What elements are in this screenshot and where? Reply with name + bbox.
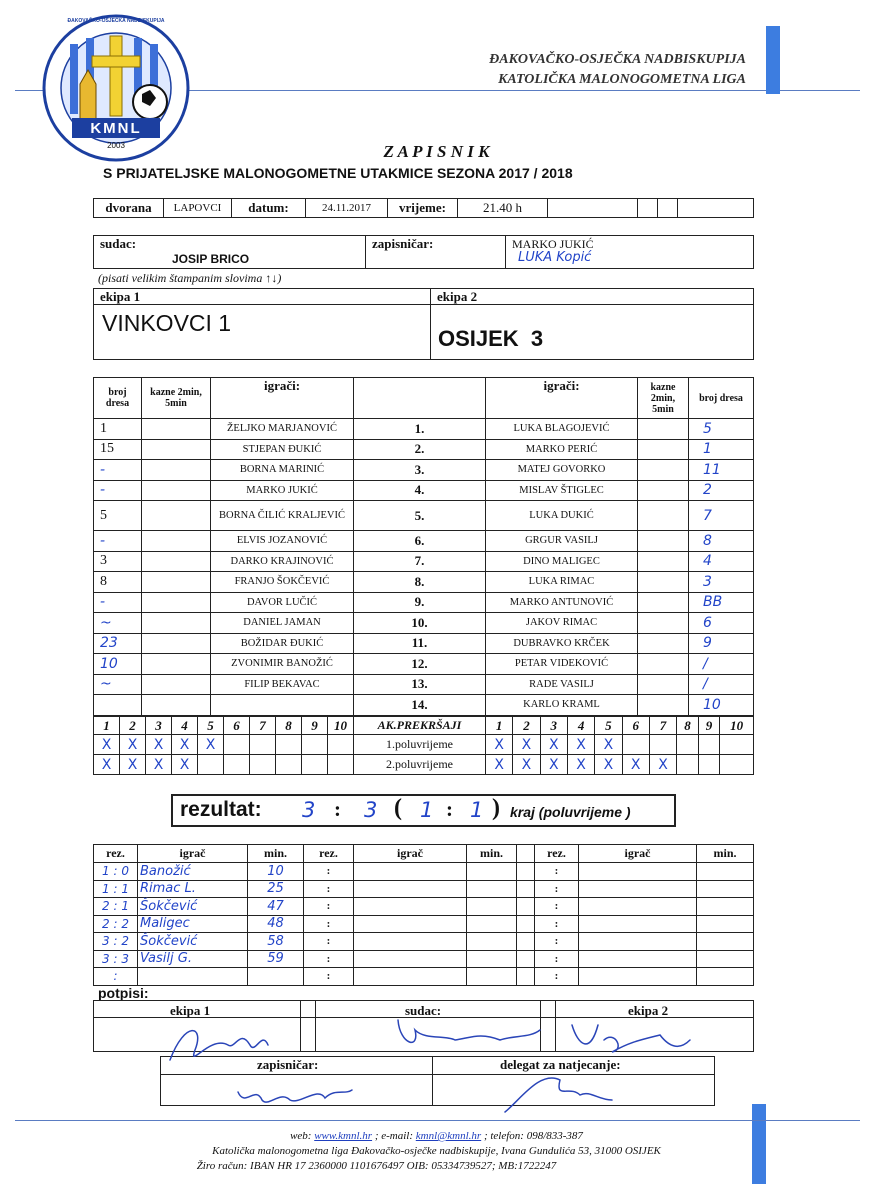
goals-min-header-1: min. — [248, 845, 304, 863]
sudac-label: sudac: — [100, 236, 137, 251]
footer-web-link[interactable]: www.kmnl.hr — [314, 1130, 373, 1142]
home-player: FILIP BEKAVAC — [211, 674, 354, 695]
home-player: STJEPAN ĐUKIĆ — [211, 439, 354, 460]
foul-number-away: 2 — [513, 717, 540, 735]
goal-scorer: Vasilj G. — [138, 950, 248, 968]
row-number: 12. — [354, 654, 486, 675]
goal-minute: 48 — [248, 915, 304, 933]
foul-mark-away: X — [649, 755, 676, 775]
home-dres: 23 — [94, 633, 142, 654]
page-title: Z A P I S N I K — [383, 142, 490, 161]
away-dres: 3 — [689, 572, 754, 593]
away-broj-header: broj dresa — [689, 378, 754, 419]
goal-score-3: : — [535, 933, 579, 951]
page-subtitle: S PRIJATELJSKE MALONOGOMETNE UTAKMICE SEZONA 2017 / 2018 — [103, 165, 573, 181]
goal-score: : — [94, 968, 138, 986]
home-dres: 10 — [94, 654, 142, 675]
goal-scorer: Rimac L. — [138, 880, 248, 898]
row-number: 13. — [354, 674, 486, 695]
home-player: FRANJO ŠOKČEVIĆ — [211, 572, 354, 593]
goals-min-header-2: min. — [467, 845, 517, 863]
logo-arc-text: ĐAKOVAČKO-OSJEČKA NADBISKUPIJA — [67, 18, 165, 24]
row-number: 14. — [354, 695, 486, 716]
sudac-value: JOSIP BRICO — [172, 252, 250, 266]
foul-number-home: 2 — [120, 717, 146, 735]
goal-scorer: Šokčević — [138, 933, 248, 951]
goal-scorer: Banožić — [138, 863, 248, 881]
home-kazne-header: kazne 2min, 5min — [142, 378, 211, 419]
sign-delegat-label: delegat za natjecanje: — [500, 1057, 621, 1072]
footer-line1 — [0, 1130, 873, 1142]
away-dres: 7 — [689, 501, 754, 531]
potpisi-label: potpisi: — [98, 985, 149, 1001]
signature-ekipa2 — [572, 1025, 690, 1052]
ekipa1-label: ekipa 1 — [100, 289, 141, 304]
home-player: ELVIS JOZANOVIĆ — [211, 531, 354, 552]
goal-score-2: : — [304, 915, 354, 933]
goal-score-2: : — [304, 898, 354, 916]
sign-zapisnicar-label: zapisničar: — [257, 1057, 319, 1072]
ekipa2-name: OSIJEK 3 — [438, 326, 544, 351]
foul-mark-home: X — [172, 735, 198, 755]
away-player: MATEJ GOVORKO — [486, 460, 638, 481]
away-dres: 1 — [689, 439, 754, 460]
result-paren-close: ) — [492, 795, 500, 821]
goals-igrac-header-2: igrač — [354, 845, 467, 863]
goal-score-2: : — [304, 933, 354, 951]
footer-bank: Žiro račun: IBAN HR 17 2360000 1101676497 OIB: 05334739527; MB:1722247 — [196, 1160, 557, 1172]
home-broj-header: broj dresa — [94, 378, 142, 419]
away-player: MARKO ANTUNOVIĆ — [486, 592, 638, 613]
home-dres: 3 — [94, 551, 142, 572]
foul-mark-away: X — [567, 755, 594, 775]
half-label: 2.poluvrijeme — [354, 755, 486, 775]
away-dres: 8 — [689, 531, 754, 552]
result-away: 3 — [364, 798, 378, 822]
away-player: MARKO PERIĆ — [486, 439, 638, 460]
goal-score-3: : — [535, 880, 579, 898]
result-ht-home: 1 — [420, 798, 434, 822]
foul-number-home: 4 — [172, 717, 198, 735]
home-dres: - — [94, 531, 142, 552]
home-dres: ~ — [94, 613, 142, 634]
goal-minute: 59 — [248, 950, 304, 968]
league-name: KATOLIČKA MALONOGOMETNA LIGA — [498, 72, 746, 87]
row-number: 2. — [354, 439, 486, 460]
vrijeme-label: vrijeme: — [388, 199, 458, 218]
home-dres: ~ — [94, 674, 142, 695]
zapisnicar-handwritten: LUKA Kopić — [518, 250, 592, 265]
foul-mark-away: X — [540, 755, 567, 775]
foul-number-away: 7 — [649, 717, 676, 735]
foul-mark-away: X — [513, 735, 540, 755]
home-player: ZVONIMIR BANOŽIĆ — [211, 654, 354, 675]
goal-score-3: : — [535, 915, 579, 933]
goal-score: 2 : 2 — [94, 915, 138, 933]
foul-mark-home: X — [94, 755, 120, 775]
dvorana-label: dvorana — [94, 199, 164, 218]
foul-number-home: 5 — [198, 717, 224, 735]
row-number: 3. — [354, 460, 486, 481]
away-dres: 10 — [689, 695, 754, 716]
ekipa2-label: ekipa 2 — [437, 289, 478, 304]
away-dres: 5 — [689, 419, 754, 440]
row-number: 7. — [354, 551, 486, 572]
home-dres: - — [94, 460, 142, 481]
foul-mark-home: X — [94, 735, 120, 755]
result-ht-sep: : — [446, 797, 453, 821]
logo-year: 2003 — [107, 141, 125, 150]
home-player: ŽELJKO MARJANOVIĆ — [211, 419, 354, 440]
goal-scorer: Maligec — [138, 915, 248, 933]
signature-delegat — [505, 1078, 612, 1112]
row-number: 4. — [354, 480, 486, 501]
org-name: ĐAKOVAČKO-OSJEČKA NADBISKUPIJA — [489, 52, 746, 67]
datum-value: 24.11.2017 — [306, 199, 388, 218]
home-dres: 1 — [94, 419, 142, 440]
zapisnicar-label: zapisničar: — [372, 236, 434, 251]
goal-score-2: : — [304, 863, 354, 881]
ekipa1-name: VINKOVCI 1 — [102, 310, 232, 336]
away-dres: 4 — [689, 551, 754, 572]
result-sep: : — [334, 797, 341, 821]
away-dres: BB — [689, 592, 754, 613]
result-home: 3 — [302, 798, 316, 822]
signature-zapisnicar — [238, 1090, 352, 1102]
home-dres: - — [94, 480, 142, 501]
foul-mark-home: X — [146, 735, 172, 755]
goal-score-2: : — [304, 950, 354, 968]
fouls-label: AK.PREKRŠAJI — [354, 717, 486, 735]
home-player: DARKO KRAJINOVIĆ — [211, 551, 354, 572]
foul-number-home: 10 — [328, 717, 354, 735]
away-player: LUKA BLAGOJEVIĆ — [486, 419, 638, 440]
result-ht-away: 1 — [470, 798, 484, 822]
foul-number-away: 8 — [677, 717, 699, 735]
foul-mark-home: X — [120, 735, 146, 755]
foul-number-away: 5 — [595, 717, 622, 735]
home-player: MARKO JUKIĆ — [211, 480, 354, 501]
footer-mail-link[interactable]: kmnl@kmnl.hr — [415, 1130, 482, 1142]
goal-score-3: : — [535, 950, 579, 968]
away-dres: / — [689, 674, 754, 695]
away-dres: 2 — [689, 480, 754, 501]
goals-igrac-header-1: igrač — [138, 845, 248, 863]
note: (pisati velikim štampanim slovima ↑↓) — [98, 271, 282, 285]
home-player: BORNA ČILIĆ KRALJEVIĆ — [211, 501, 354, 531]
foul-number-home: 6 — [224, 717, 250, 735]
sign-sudac-label: sudac: — [405, 1003, 442, 1018]
home-player: DANIEL JAMAN — [211, 613, 354, 634]
away-player: RADE VASILJ — [486, 674, 638, 695]
foul-number-home: 8 — [276, 717, 302, 735]
foul-mark-away: X — [595, 735, 622, 755]
goal-score: 1 : 0 — [94, 863, 138, 881]
away-player: LUKA DUKIĆ — [486, 501, 638, 531]
goal-minute: 58 — [248, 933, 304, 951]
row-number: 1. — [354, 419, 486, 440]
foul-mark-home: X — [172, 755, 198, 775]
sign-ekipa2-label: ekipa 2 — [628, 1003, 669, 1018]
goal-score-3: : — [535, 898, 579, 916]
goal-score-2: : — [304, 968, 354, 986]
footer-mail-label: ; e-mail: — [372, 1130, 416, 1142]
foul-mark-away: X — [622, 755, 649, 775]
goal-minute: 47 — [248, 898, 304, 916]
foul-mark-home: X — [146, 755, 172, 775]
home-dres: - — [94, 592, 142, 613]
logo-kmnl-text: KMNL — [90, 120, 142, 137]
row-number: 8. — [354, 572, 486, 593]
foul-number-home: 9 — [302, 717, 328, 735]
foul-number-away: 3 — [540, 717, 567, 735]
away-players-header: igrači: — [486, 378, 638, 419]
datum-label: datum: — [232, 199, 306, 218]
home-dres: 5 — [94, 501, 142, 531]
foul-number-home: 7 — [250, 717, 276, 735]
foul-mark-away: X — [513, 755, 540, 775]
goal-score-3: : — [535, 863, 579, 881]
away-dres: 11 — [689, 460, 754, 481]
goals-igrac-header-3: igrač — [579, 845, 697, 863]
foul-mark-away: X — [595, 755, 622, 775]
home-dres: 15 — [94, 439, 142, 460]
away-player: KARLO KRAML — [486, 695, 638, 716]
goal-score-3: : — [535, 968, 579, 986]
away-dres: 6 — [689, 613, 754, 634]
away-player: DINO MALIGEC — [486, 551, 638, 572]
away-player: LUKA RIMAC — [486, 572, 638, 593]
row-number: 11. — [354, 633, 486, 654]
away-dres: / — [689, 654, 754, 675]
goal-score-2: : — [304, 880, 354, 898]
row-number: 6. — [354, 531, 486, 552]
goals-min-header-3: min. — [697, 845, 754, 863]
home-players-header: igrači: — [211, 378, 354, 419]
zapisnicar-value: MARKO JUKIĆ — [512, 237, 594, 251]
away-kazne-header: kazne 2min, 5min — [638, 378, 689, 419]
row-number: 9. — [354, 592, 486, 613]
foul-mark-away: X — [486, 755, 513, 775]
footer-web-label: web: — [290, 1130, 315, 1142]
goal-score: 2 : 1 — [94, 898, 138, 916]
away-player: MISLAV ŠTIGLEC — [486, 480, 638, 501]
footer-phone: ; telefon: 098/833-387 — [481, 1130, 583, 1142]
away-player: GRGUR VASILJ — [486, 531, 638, 552]
result-suffix: kraj (poluvrijeme ) — [510, 804, 631, 820]
away-player: DUBRAVKO KRČEK — [486, 633, 638, 654]
foul-number-away: 4 — [567, 717, 594, 735]
goals-rez-header-2: rez. — [304, 845, 354, 863]
home-player: BORNA MARINIĆ — [211, 460, 354, 481]
goal-score: 3 : 3 — [94, 950, 138, 968]
goals-rez-header-1: rez. — [94, 845, 138, 863]
foul-mark-home: X — [120, 755, 146, 775]
foul-mark-home: X — [198, 735, 224, 755]
foul-number-away: 9 — [698, 717, 720, 735]
row-number: 10. — [354, 613, 486, 634]
signature-sudac — [398, 1020, 540, 1042]
away-player: PETAR VIDEKOVIĆ — [486, 654, 638, 675]
foul-number-away: 1 — [486, 717, 513, 735]
row-number: 5. — [354, 501, 486, 531]
foul-number-away: 10 — [720, 717, 754, 735]
home-player: BOŽIDAR ĐUKIĆ — [211, 633, 354, 654]
foul-number-away: 6 — [622, 717, 649, 735]
foul-mark-away: X — [540, 735, 567, 755]
sign-ekipa1-label: ekipa 1 — [170, 1003, 211, 1018]
signature-ekipa1 — [170, 1031, 268, 1060]
dvorana-value: LAPOVCI — [164, 199, 232, 218]
goal-scorer: Šokčević — [138, 898, 248, 916]
result-label: rezultat: — [180, 798, 262, 821]
footer-address: Katolička malonogometna liga Đakovačko-osječke nadbiskupije, Ivana Gundulića 53, 31000 OSIJEK — [212, 1145, 661, 1157]
result-paren-open: ( — [394, 795, 402, 821]
vrijeme-value: 21.40 h — [458, 199, 548, 218]
half-label: 1.poluvrijeme — [354, 735, 486, 755]
foul-mark-away: X — [567, 735, 594, 755]
home-player: DAVOR LUČIĆ — [211, 592, 354, 613]
goal-score: 3 : 2 — [94, 933, 138, 951]
goal-score: 1 : 1 — [94, 880, 138, 898]
goal-minute: 10 — [248, 863, 304, 881]
away-player: JAKOV RIMAC — [486, 613, 638, 634]
away-dres: 9 — [689, 633, 754, 654]
foul-number-home: 1 — [94, 717, 120, 735]
foul-number-home: 3 — [146, 717, 172, 735]
foul-mark-away: X — [486, 735, 513, 755]
home-dres: 8 — [94, 572, 142, 593]
goal-minute: 25 — [248, 880, 304, 898]
goals-rez-header-3: rez. — [535, 845, 579, 863]
